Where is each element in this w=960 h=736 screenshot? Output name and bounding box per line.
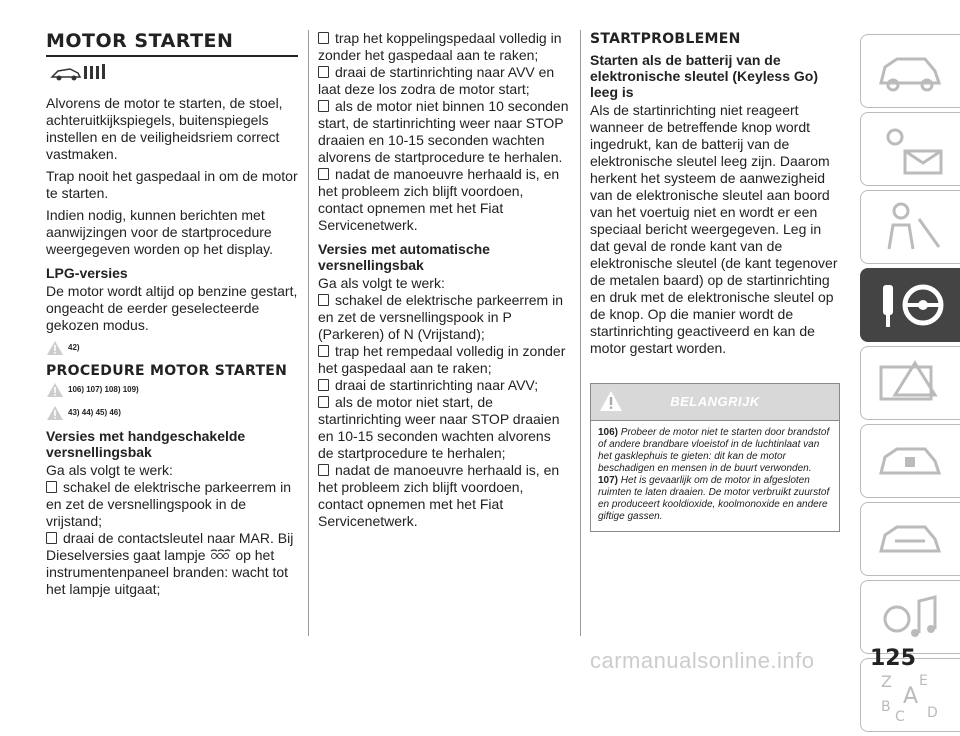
column-divider [308,30,309,636]
column-divider [580,30,581,636]
glow-plug-icon [209,549,231,560]
tab-car-info[interactable] [860,34,960,108]
index-icon [875,667,947,723]
lpg-paragraph: De motor wordt altijd op benzine gestart, ongeacht de eerder geselecteerde gekozen modus. [46,283,298,333]
watermark: carmanualsonline.info [590,648,815,673]
column-1 [46,30,298,598]
technical-data-icon [875,511,947,567]
tab-maintenance[interactable] [860,424,960,498]
list-item: trap het rempedaal volledig in zonder het gaspedaal aan te raken; [318,343,566,376]
bullet-box-icon [318,100,329,112]
bullet-box-icon [318,345,329,357]
keyless-heading: Starten als de batterij van de elektronische sleutel (Keyless Go) leeg is [590,52,818,100]
auto-intro: Ga als volgt te werk: [318,275,445,291]
bullet-box-icon [46,532,57,544]
list-item: draai de contactsleutel naar MAR. Bij Dieselversies gaat lampje op het instrumentenpaneel branden: wacht tot het lampje uitgaat; [46,530,294,597]
warning-triangle-icon [46,340,64,356]
procedure-heading: PROCEDURE MOTOR STARTEN [46,363,288,379]
startproblemen-heading: STARTPROBLEMEN [590,31,741,47]
warning-lights-icon [875,121,947,177]
note-item: 106) Probeer de motor niet te starten door brandstof of andere brandbare vloeistof in de luchtinlaat van het gasklephuis te gieten: dit kan de motor beschadigen en mensen in de buurt verwonden. [598,427,830,474]
intro-paragraph: Trap nooit het gaspedaal in om de motor te starten. [46,168,298,201]
list-item: als de motor niet start, de startinrichting weer naar STOP draaien en 10-15 seconden wachten alvorens de startprocedure te herhalen; [318,394,560,461]
safety-icon [875,199,947,255]
warning-triangle-icon [599,390,623,412]
svg-text:C: C [895,709,905,723]
bullet-box-icon [318,66,329,78]
warning-triangle-icon [46,382,64,398]
lpg-heading: LPG-versies [46,265,128,281]
list-item: draai de startinrichting naar AVV; [318,377,570,394]
intro-paragraph: Indien nodig, kunnen berichten met aanwijzingen voor de startprocedure weergegeven worden op het display. [46,207,274,257]
tab-safety[interactable] [860,190,960,264]
car-variant-icon [50,63,298,87]
key-steering-wheel-icon [875,277,947,333]
list-item: schakel de elektrische parkeerrem in en zet de versnellingspook in P (Parkeren) of N (Vrijstand); [318,292,563,342]
svg-text:B: B [881,699,891,715]
multimedia-icon [875,589,947,645]
list-item: nadat de manoeuvre herhaald is, en het probleem zich blijft voordoen, contact opnemen met het Fiat Servicenetwerk. [318,166,560,233]
important-box [590,383,840,532]
tab-multimedia[interactable] [860,580,960,654]
chapter-tabs [860,34,960,736]
warning-reference: 106) 107) 108) 109) [46,381,298,398]
tab-warning-lights[interactable] [860,112,960,186]
bullet-box-icon [318,168,329,180]
intro-paragraph: Alvorens de motor te starten, de stoel, achteruitkijkspiegels, buitenspiegels instellen en de veiligheidsriem correct vastmaken. [46,95,283,162]
tab-emergency[interactable] [860,346,960,420]
column-3 [590,30,840,532]
list-item: schakel de elektrische parkeerrem in en zet de versnellingspook in de vrijstand; [46,479,291,529]
title-rule [46,55,298,57]
list-item: nadat de manoeuvre herhaald is, en het probleem zich blijft voordoen, contact opnemen met het Fiat Servicenetwerk. [318,462,560,529]
svg-text:D: D [927,705,938,721]
bullet-box-icon [318,396,329,408]
column-2 [318,30,570,530]
svg-text:Z: Z [881,672,892,691]
maintenance-icon [875,433,947,489]
page-title: MOTOR STARTEN [46,30,234,52]
svg-text:E: E [919,673,928,689]
svg-text:A: A [903,684,919,709]
keyless-paragraph: Als de startinrichting niet reageert wanneer de betreffende knop wordt ingedrukt, kan de batterij van de elektronische sleutel leeg zijn. Daarom herkent het systeem de aanwezigheid van de elektronische sleutel aan boord van het voertuig niet en wordt er een speciaal bericht weergegeven. Leg in dat geval de ronde kant van de elektronische sleutel (de kant tegenover de metalen baard) op de startinrichting en druk met de elektronische sleutel op de knop. Op die manier wordt de startinrichting geactiveerd en kan de motor gestart worden. [590,102,838,356]
bullet-box-icon [318,379,329,391]
list-item: trap het koppelingspedaal volledig in zonder het gaspedaal aan te raken; [318,30,562,63]
bullet-box-icon [318,464,329,476]
automatic-gearbox-heading: Versies met automatische versnellingsbak [318,241,490,273]
bullet-box-icon [46,481,57,493]
bullet-box-icon [318,294,329,306]
list-item: als de motor niet binnen 10 seconden start, de startinrichting weer naar STOP draaien en 10-15 seconden wachten alvorens de startprocedure te herhalen. [318,98,569,165]
warning-reference: 42) [46,339,298,356]
tab-technical-data[interactable] [860,502,960,576]
manual-intro: Ga als volgt te werk: [46,462,173,478]
note-item: 107) Het is gevaarlijk om de motor in afgesloten ruimten te laten draaien. De motor verbruikt zuurstof en produceert kooldioxide, koolmonoxide en andere giftige gassen. [598,475,830,522]
bullet-box-icon [318,32,329,44]
car-info-icon [875,43,947,99]
page-number: 125 [870,646,916,671]
warning-reference: 43) 44) 45) 46) [46,404,298,421]
warning-triangle-icon [46,405,64,421]
important-body [591,420,839,531]
tab-starting-driving[interactable] [860,268,960,342]
list-item: draai de startinrichting naar AVV en laat deze los zodra de motor start; [318,64,555,97]
important-header: BELANGRIJK [591,384,839,420]
emergency-icon [875,355,947,411]
manual-gearbox-heading: Versies met handgeschakelde versnellingsbak [46,428,246,460]
